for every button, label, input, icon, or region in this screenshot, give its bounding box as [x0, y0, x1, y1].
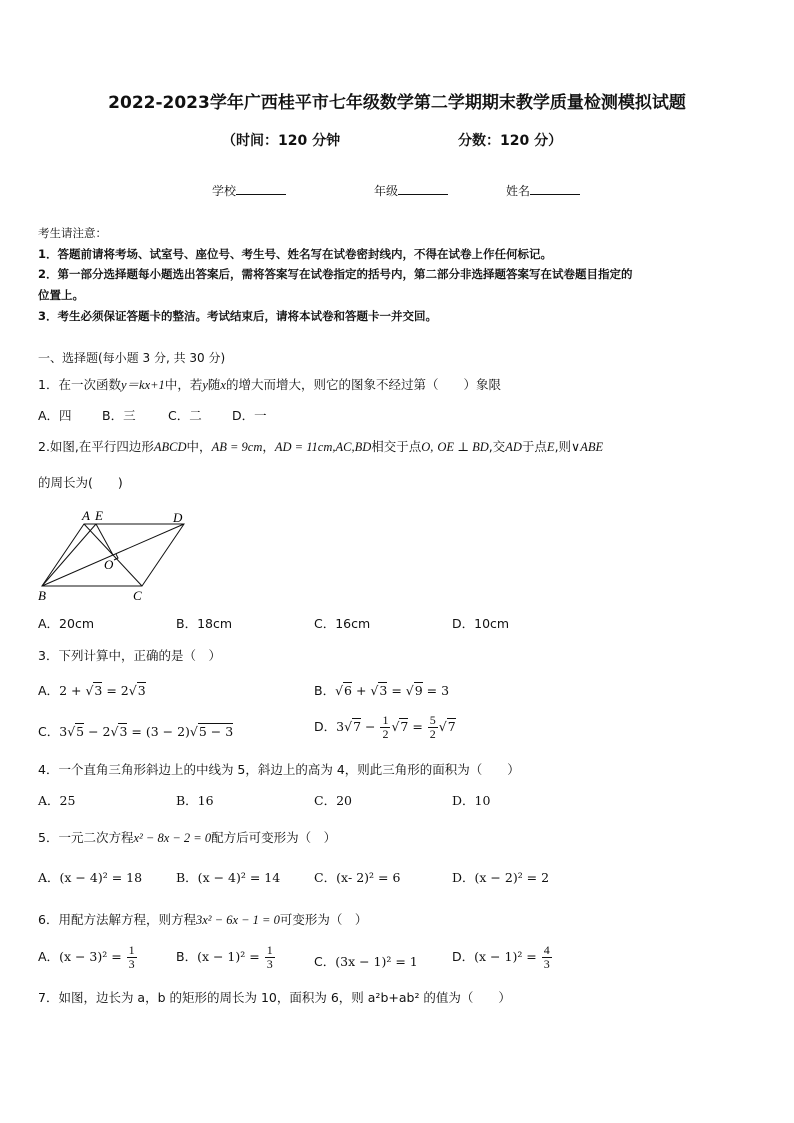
q2-e: E — [546, 440, 555, 454]
school-blank[interactable] — [236, 182, 286, 195]
question-4: 4．一个直角三角形斜边上的中线为 5，斜边上的高为 4，则此三角形的面积为（ ） — [38, 762, 520, 777]
q3-d-fraction-2 — [428, 714, 438, 741]
q5-equation: x² − 8x − 2 = 0 — [133, 831, 212, 845]
exam-score: 分数：120 分） — [458, 133, 563, 149]
name-blank[interactable] — [530, 182, 580, 195]
section-heading: 一、选择题(每小题 3 分, 共 30 分) — [38, 351, 226, 365]
q3-d-radicand-3: 7 — [447, 719, 456, 734]
q3-option-a[interactable]: A．2 + √3 = 2√3 — [38, 683, 146, 698]
notice-item-2: 2．第一部分选择题每小题选出答案后，需将答案写在试卷指定的括号内，第二部分非选择题答案写在试卷题目指定的 — [38, 267, 633, 281]
q6-a-fraction — [127, 944, 137, 971]
segment-be — [42, 524, 96, 586]
q5-option-b[interactable] — [176, 868, 280, 886]
notice-heading: 考生请注意： — [38, 226, 107, 240]
label-e: E — [95, 508, 103, 523]
q3-d-f2-num: 5 — [429, 713, 436, 727]
q2-text-a: 中， — [186, 439, 212, 454]
q2-option-d[interactable]: D．10cm — [452, 616, 510, 631]
q2-option-a[interactable]: A．20cm — [38, 616, 95, 631]
q6-option-c[interactable] — [314, 952, 418, 970]
q6-text: 6．用配方法解方程，则方程 — [38, 912, 196, 927]
q6-text-2: 可变形为（ ） — [279, 912, 368, 927]
q4-option-a[interactable]: A．25 — [38, 793, 76, 808]
label-c: C — [133, 588, 142, 603]
q3-c-label: C． — [38, 724, 60, 739]
question-6 — [38, 910, 367, 928]
q1-var-x: x — [220, 378, 226, 392]
q2-text-d: ,交 — [488, 439, 506, 454]
q3-b-text-2: = — [387, 683, 406, 698]
q2-option-c[interactable]: C．16cm — [314, 616, 371, 631]
q1-text-3: 随 — [207, 377, 221, 392]
q6-b-den: 3 — [266, 957, 273, 971]
q4-option-d[interactable]: D．10 — [452, 793, 491, 808]
q2-ac-bd: ,AC,BD — [332, 440, 372, 454]
q4-option-b[interactable]: B．16 — [176, 793, 214, 808]
q6-equation: 3x² − 6x − 1 = 0 — [195, 913, 280, 927]
q6-d-label: D． — [452, 949, 475, 964]
q3-b-radicand-2: 3 — [379, 683, 388, 698]
q6-option-a[interactable] — [38, 944, 138, 971]
q6-a-label: A． — [38, 949, 60, 964]
q3-d-text-3: = — [408, 719, 427, 734]
q6-b-lhs: (x − 1)² = — [197, 949, 264, 964]
q2-text-c: 相交于点 — [371, 439, 422, 454]
q6-d-lhs: (x − 1)² = — [474, 949, 541, 964]
q3-d-fraction-1 — [380, 714, 390, 741]
notice-item-3: 3．考生必须保证答题卡的整洁。考试结束后，请将本试卷和答题卡一并交回。 — [38, 309, 437, 323]
q3-b-text: + — [352, 683, 371, 698]
q3-a-radicand-2: 3 — [137, 683, 146, 698]
q3-a-text-2: = 2 — [102, 683, 129, 698]
q6-d-den: 3 — [543, 957, 550, 971]
q6-option-b[interactable] — [176, 944, 276, 971]
q3-c-text-2: − 2 — [84, 724, 111, 739]
q1-text: 1．在一次函数 — [38, 377, 121, 392]
q3-d-label: D． — [314, 719, 337, 734]
q3-d-radicand-1: 7 — [353, 719, 362, 734]
parallelogram-figure — [34, 506, 194, 604]
q5-text-2: 配方后可变形为（ ） — [211, 830, 337, 845]
question-2 — [38, 437, 603, 455]
q2-option-b[interactable]: B．18cm — [176, 616, 233, 631]
q1-option-d[interactable]: D．一 — [232, 408, 267, 423]
q3-b-text-3: = 3 — [422, 683, 450, 698]
q3-c-radicand-3: 5 − 3 — [198, 724, 234, 739]
school-field — [212, 182, 286, 199]
q2-ab: AB = 9cm — [211, 440, 263, 454]
q2-text: 2.如图,在平行四边形 — [38, 439, 154, 454]
q5-option-d[interactable] — [452, 868, 549, 886]
q3-a-text: 2 + — [59, 683, 86, 698]
q2-oe: OE ⊥ BD — [437, 440, 489, 454]
q5-d-text: D．(x − 2)² = 2 — [452, 870, 550, 885]
q3-d-f1-den: 2 — [382, 727, 389, 741]
q3-option-b[interactable]: B．√6 + √3 = √9 = 3 — [314, 683, 450, 698]
q6-c-label: C． — [314, 954, 336, 969]
q3-c-radicand-2: 3 — [119, 724, 128, 739]
q1-var-y: y — [202, 378, 208, 392]
name-label: 姓名 — [506, 184, 531, 198]
q6-b-fraction — [265, 944, 275, 971]
q2-triangle: ∨ABE — [571, 440, 604, 454]
q6-d-fraction — [542, 944, 552, 971]
q5-a-text: A．(x − 4)² = 18 — [38, 870, 143, 885]
q6-c-lhs: (3x − 1)² = 1 — [335, 954, 418, 969]
label-d: D — [173, 510, 183, 525]
q3-c-text-3: = (3 − 2) — [127, 724, 190, 739]
label-o: O — [104, 557, 114, 572]
question-1 — [38, 375, 501, 393]
q3-d-text: 3 — [336, 719, 345, 734]
q5-c-text: C．(x‐ 2)² = 6 — [314, 870, 401, 885]
q3-b-radicand-1: 6 — [344, 683, 352, 698]
q5-b-text: B．(x − 4)² = 14 — [176, 870, 281, 885]
q2-text-e: 于点 — [521, 439, 547, 454]
q1-text-2: 中，若 — [164, 377, 203, 392]
q5-text: 5．一元二次方程 — [38, 830, 134, 845]
notice-item-2-cont: 位置上。 — [38, 288, 84, 302]
notice-item-1: 1．答题前请将考场、试室号、座位号、考生号、姓名写在试卷密封线内，不得在试卷上作任何标记。 — [38, 247, 552, 261]
q3-d-radicand-2: 7 — [400, 719, 409, 734]
q3-d-f2-den: 2 — [429, 727, 436, 741]
q1-text-4: 的增大而增大，则它的图象不经过第（ ）象限 — [225, 377, 501, 392]
question-3: 3．下列计算中，正确的是（ ） — [38, 648, 221, 663]
q3-b-label: B． — [314, 683, 336, 698]
q6-a-num: 1 — [128, 943, 135, 957]
q1-option-b[interactable]: B．三 — [102, 408, 136, 423]
document-title: 2022-2023学年广西桂平市七年级数学第二学期期末教学质量检测模拟试题 — [108, 93, 686, 113]
grade-field — [374, 182, 448, 199]
grade-blank[interactable] — [398, 182, 448, 195]
q1-option-c[interactable]: C．二 — [168, 408, 202, 423]
q6-a-lhs: (x − 3)² = — [59, 949, 126, 964]
question-7: 7．如图，边长为 a，b 的矩形的周长为 10，面积为 6，则 a²b+ab² 的值为（ ） — [38, 990, 511, 1005]
label-a: A — [82, 508, 90, 523]
q3-d-f1-num: 1 — [382, 713, 389, 727]
q6-b-num: 1 — [266, 943, 273, 957]
q3-b-radicand-3: 9 — [414, 683, 423, 698]
q5-option-a[interactable] — [38, 868, 142, 886]
q3-a-radicand-1: 3 — [94, 683, 103, 698]
q1-option-a[interactable]: A．四 — [38, 408, 72, 423]
q3-a-label: A． — [38, 683, 60, 698]
q5-option-c[interactable] — [314, 868, 400, 886]
q3-c-text: 3 — [59, 724, 68, 739]
q2-ad: AD = 11cm — [274, 440, 333, 454]
q3-option-d[interactable]: D．3√7 − $\frac{1}{2}$ √7 = $\frac{5}{2}$ √7 — [314, 713, 456, 741]
q6-a-den: 3 — [128, 957, 135, 971]
exam-time: （时间：120 分钟 — [222, 133, 341, 149]
q1-function: y＝kx+1 — [120, 378, 165, 392]
q6-option-d[interactable] — [452, 944, 553, 971]
q3-d-text-2: − — [361, 719, 380, 734]
q2-o: O, — [421, 440, 434, 454]
q2-ad2: AD — [505, 440, 522, 454]
q6-b-label: B． — [176, 949, 198, 964]
q2-text-f: ,则 — [554, 439, 572, 454]
grade-label: 年级 — [374, 184, 399, 198]
q2-abcd: ABCD — [153, 440, 187, 454]
name-field — [506, 182, 580, 199]
question-5 — [38, 828, 336, 846]
school-label: 学校 — [212, 184, 237, 198]
label-b: B — [38, 588, 46, 603]
question-2-cont: 的周长为( ) — [38, 475, 123, 490]
q3-option-c[interactable]: C．3√5 − 2√3 = (3 − 2)√5 − 3 — [38, 724, 234, 739]
q6-d-num: 4 — [543, 943, 550, 957]
q2-comma: ， — [262, 439, 275, 454]
q4-option-c[interactable]: C．20 — [314, 793, 352, 808]
q3-c-radicand-1: 5 — [76, 724, 85, 739]
